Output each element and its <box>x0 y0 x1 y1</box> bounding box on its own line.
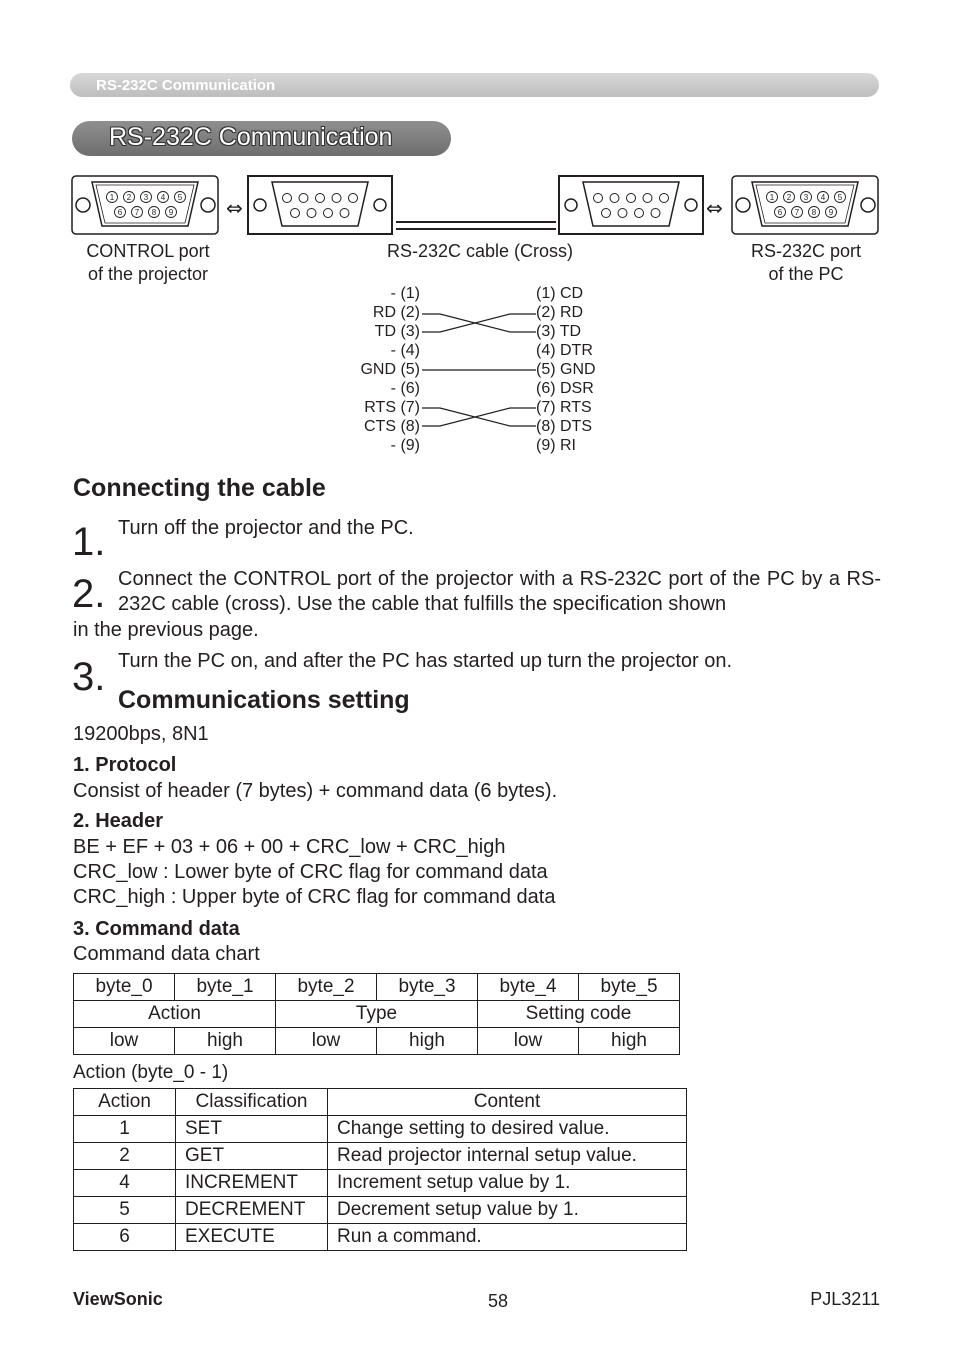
table-row <box>74 1028 680 1055</box>
table-cell: high <box>579 1028 680 1055</box>
step-3-number: 3. <box>72 655 106 699</box>
connector-pin-number: 1 <box>109 193 115 202</box>
connecting-cable-heading: Connecting the cable <box>73 474 326 502</box>
table-cell: Action <box>74 1001 276 1028</box>
table-cell: low <box>276 1028 377 1055</box>
table-cell: byte_3 <box>377 974 478 1001</box>
table-cell: byte_5 <box>579 974 680 1001</box>
table-header-cell: Action <box>74 1089 176 1116</box>
right-pin-label: (1) CD <box>536 285 584 302</box>
footer-brand: ViewSonic <box>73 1289 163 1309</box>
step-1-text: Turn off the projector and the PC. <box>118 517 414 539</box>
table-cell: INCREMENT <box>176 1170 328 1197</box>
connector-hole <box>340 209 349 218</box>
pc-port-label-line2: of the PC <box>768 264 844 284</box>
header-heading: 2. Header <box>73 810 164 832</box>
wire-td-to-rd <box>422 314 536 332</box>
control-port-label-line2: of the projector <box>87 264 209 284</box>
protocol-heading: 1. Protocol <box>73 754 177 776</box>
connector-hole <box>627 194 636 203</box>
connector-pin-number: 8 <box>811 208 817 217</box>
connector-diagram <box>0 170 954 240</box>
step-1-number: 1. <box>72 520 106 564</box>
running-header-label: RS-232C Communication <box>96 77 276 94</box>
command-data-heading: 3. Command data <box>73 918 240 940</box>
connector-hole <box>635 209 644 218</box>
connector-pin-number: 4 <box>160 193 166 202</box>
action-table-label: Action (byte_0 - 1) <box>73 1062 229 1083</box>
arrow-left: ⇔ <box>226 196 243 220</box>
table-cell: Setting code <box>478 1001 680 1028</box>
connector-pin-number: 3 <box>143 193 149 202</box>
control-port-label-line1: CONTROL port <box>86 241 210 261</box>
table-cell: 1 <box>74 1116 176 1143</box>
cable-end-left-connector <box>248 176 392 234</box>
action-table <box>73 1088 687 1251</box>
running-header <box>70 73 879 97</box>
connector-hole <box>299 194 308 203</box>
table-row <box>74 974 680 1001</box>
connector-pin-number: 2 <box>126 193 132 202</box>
left-pin-label: - (6) <box>390 380 420 397</box>
connector-pin-number: 7 <box>134 208 140 217</box>
table-cell: Type <box>276 1001 478 1028</box>
footer-model: PJL3211 <box>810 1289 880 1309</box>
table-cell: high <box>377 1028 478 1055</box>
connector-hole <box>349 194 358 203</box>
step-2-text-continued: in the previous page. <box>73 619 259 641</box>
table-cell: Run a command. <box>328 1224 687 1251</box>
table-cell: 5 <box>74 1197 176 1224</box>
table-cell: byte_4 <box>478 974 579 1001</box>
connector-hole <box>643 194 652 203</box>
table-cell: Read projector internal setup value. <box>328 1143 687 1170</box>
right-pin-label: (6) DSR <box>536 380 594 397</box>
arrow-right: ⇔ <box>706 196 723 220</box>
footer-page-number: 58 <box>487 1291 509 1311</box>
section-title-pill <box>72 121 451 156</box>
table-header-cell: Content <box>328 1089 687 1116</box>
cable-end-right-connector <box>559 176 703 234</box>
table-cell: byte_2 <box>276 974 377 1001</box>
table-row <box>74 1143 687 1170</box>
connector-pin-number: 5 <box>177 193 183 202</box>
connector-pin-number: 3 <box>803 193 809 202</box>
connector-hole <box>660 194 669 203</box>
connector-hole <box>332 194 341 203</box>
right-pin-label: (2) RD <box>536 304 584 321</box>
table-header-cell: Classification <box>176 1089 328 1116</box>
wire-rts-to-dts <box>422 408 536 426</box>
header-line-3: CRC_high : Upper byte of CRC flag for command data <box>73 886 556 908</box>
wire-cts-to-rts <box>422 408 536 426</box>
command-data-chart-label: Command data chart <box>73 943 260 965</box>
table-cell: Increment setup value by 1. <box>328 1170 687 1197</box>
connector-hole <box>594 194 603 203</box>
table-row <box>74 1116 687 1143</box>
left-pin-label: TD (3) <box>374 323 420 340</box>
left-pin-label: RD (2) <box>372 304 420 321</box>
right-pin-label: (3) TD <box>536 323 582 340</box>
table-cell: 6 <box>74 1224 176 1251</box>
connector-hole <box>316 194 325 203</box>
protocol-text: Consist of header (7 bytes) + command data (6 bytes). <box>73 780 558 802</box>
comm-speed: 19200bps, 8N1 <box>73 723 209 745</box>
pin-wiring-diagram <box>0 280 954 460</box>
right-pin-label: (4) DTR <box>536 342 593 359</box>
table-row <box>74 1224 687 1251</box>
connector-hole <box>618 209 627 218</box>
table-cell: SET <box>176 1116 328 1143</box>
table-row <box>74 1001 680 1028</box>
connector-hole <box>651 209 660 218</box>
table-cell: high <box>175 1028 276 1055</box>
communications-setting-heading: Communications setting <box>118 686 410 714</box>
table-cell: GET <box>176 1143 328 1170</box>
table-cell: 4 <box>74 1170 176 1197</box>
connector-pin-number: 7 <box>794 208 800 217</box>
table-cell: 2 <box>74 1143 176 1170</box>
table-cell: byte_0 <box>74 974 175 1001</box>
pc-rs232c-port-connector <box>732 176 878 234</box>
left-pin-label: - (1) <box>390 285 420 302</box>
header-line-2: CRC_low : Lower byte of CRC flag for command data <box>73 861 548 883</box>
connector-hole <box>610 194 619 203</box>
projector-control-port-connector <box>72 176 218 234</box>
table-row <box>74 1197 687 1224</box>
table-cell: EXECUTE <box>176 1224 328 1251</box>
table-cell: low <box>74 1028 175 1055</box>
connector-pin-number: 1 <box>769 193 775 202</box>
connector-hole <box>324 209 333 218</box>
connector-pin-number: 6 <box>777 208 783 217</box>
cable-label: RS-232C cable (Cross) <box>386 241 574 261</box>
connector-pin-number: 9 <box>828 208 834 217</box>
table-cell: DECREMENT <box>176 1197 328 1224</box>
right-pin-label: (8) DTS <box>536 418 592 435</box>
connector-hole <box>307 209 316 218</box>
left-pin-label: GND (5) <box>360 361 420 378</box>
connector-pin-number: 4 <box>820 193 826 202</box>
command-data-chart <box>73 973 680 1055</box>
table-row <box>74 1089 687 1116</box>
connector-pin-number: 8 <box>151 208 157 217</box>
right-pin-label: (7) RTS <box>536 399 592 416</box>
table-cell: low <box>478 1028 579 1055</box>
connector-hole <box>291 209 300 218</box>
step-2-text: Connect the CONTROL port of the projector with a RS-232C port of the PC by a RS-232C cable (cross). Use the cable that fulfills the specification shown <box>118 568 881 615</box>
right-pin-label: (5) GND <box>536 361 596 378</box>
table-cell: byte_1 <box>175 974 276 1001</box>
header-line-1: BE + EF + 03 + 06 + 00 + CRC_low + CRC_high <box>73 836 506 858</box>
connector-hole <box>602 209 611 218</box>
connector-pin-number: 9 <box>168 208 174 217</box>
step-3-text: Turn the PC on, and after the PC has started up turn the projector on. <box>118 650 733 672</box>
table-cell: Change setting to desired value. <box>328 1116 687 1143</box>
left-pin-label: CTS (8) <box>364 418 420 435</box>
table-cell: Decrement setup value by 1. <box>328 1197 687 1224</box>
wire-rd-to-td <box>422 314 536 332</box>
left-pin-label: - (9) <box>390 437 420 454</box>
connector-pin-number: 2 <box>786 193 792 202</box>
step-2-number: 2. <box>72 572 106 616</box>
left-pin-label: - (4) <box>390 342 420 359</box>
left-pin-label: RTS (7) <box>364 399 420 416</box>
connector-hole <box>283 194 292 203</box>
pc-port-label-line1: RS-232C port <box>750 241 862 261</box>
table-row <box>74 1170 687 1197</box>
connector-pin-number: 6 <box>117 208 123 217</box>
section-title: RS-232C Communication <box>109 123 393 151</box>
connector-pin-number: 5 <box>837 193 843 202</box>
right-pin-label: (9) RI <box>536 437 576 454</box>
